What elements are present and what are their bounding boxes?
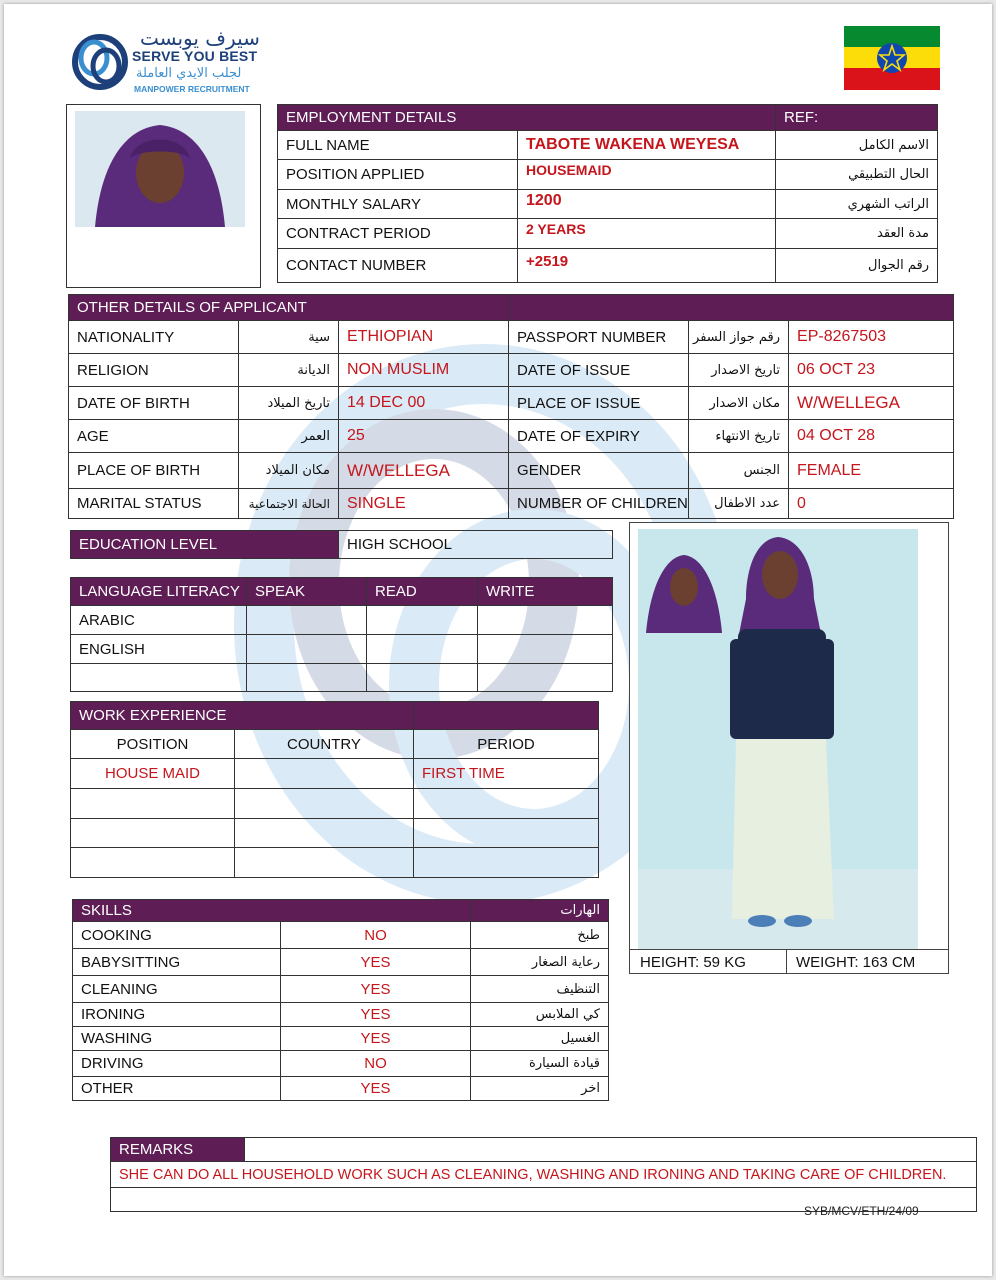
- skill-cooking-arabic: طبخ: [471, 922, 609, 949]
- arabic-date-of-expiry: تاريخ الانتهاء: [689, 420, 789, 453]
- work-experience-table: [70, 701, 599, 878]
- work-empty-cell: [235, 789, 414, 819]
- arabic-nationality: سية: [239, 321, 339, 354]
- skill-washing-value: YES: [281, 1027, 471, 1051]
- logo-english-name: SERVE YOU BEST: [132, 48, 258, 64]
- work-empty-cell: [414, 789, 599, 819]
- skill-ironing: IRONING: [73, 1003, 281, 1027]
- language-header-literacy: LANGUAGE LITERACY: [71, 578, 247, 606]
- arabic-contract-period: مدة العقد: [776, 219, 938, 249]
- logo-arabic-sub: لجلب الايدي العاملة: [136, 66, 242, 81]
- work-header-period: PERIOD: [414, 730, 599, 759]
- skills-title: SKILLS: [73, 900, 471, 922]
- label-religion: RELIGION: [69, 354, 239, 387]
- skills-title-arabic: الهارات: [471, 900, 609, 922]
- work-empty-cell: [71, 848, 235, 878]
- skill-babysitting: BABYSITTING: [73, 949, 281, 976]
- height-weight-row: [630, 949, 948, 974]
- document-code: SYB/MCV/ETH/24/09: [804, 1204, 919, 1218]
- value-age: 25: [339, 420, 509, 453]
- applicant-portrait-frame: [66, 104, 261, 288]
- arabic-marital-status: الحالة الاجتماعية: [239, 489, 339, 519]
- work-position: HOUSE MAID: [71, 759, 235, 789]
- value-place-of-issue: W/WELLEGA: [789, 387, 954, 420]
- arabic-religion: الديانة: [239, 354, 339, 387]
- skill-driving-value: NO: [281, 1051, 471, 1077]
- education-value: HIGH SCHOOL: [339, 531, 613, 559]
- remarks-title-right: [245, 1138, 977, 1162]
- value-monthly-salary: 1200: [518, 190, 776, 219]
- label-passport-number: PASSPORT NUMBER: [509, 321, 689, 354]
- value-date-of-expiry: 04 OCT 28: [789, 420, 954, 453]
- work-country: [235, 759, 414, 789]
- language-arabic: ARABIC: [71, 606, 247, 635]
- value-contract-period: 2 YEARS: [518, 219, 776, 249]
- work-period: FIRST TIME: [414, 759, 599, 789]
- work-empty-cell: [235, 819, 414, 848]
- work-empty-cell: [71, 819, 235, 848]
- value-religion: NON MUSLIM: [339, 354, 509, 387]
- language-cell: [478, 606, 613, 635]
- label-age: AGE: [69, 420, 239, 453]
- skill-ironing-arabic: كي الملابس: [471, 1003, 609, 1027]
- label-place-of-birth: PLACE OF BIRTH: [69, 453, 239, 489]
- skill-driving: DRIVING: [73, 1051, 281, 1077]
- label-date-of-issue: DATE OF ISSUE: [509, 354, 689, 387]
- language-extra: [71, 664, 247, 692]
- applicant-portrait: [75, 111, 245, 227]
- skill-driving-arabic: قيادة السيارة: [471, 1051, 609, 1077]
- label-place-of-issue: PLACE OF ISSUE: [509, 387, 689, 420]
- work-empty-cell: [235, 848, 414, 878]
- arabic-number-of-children: عدد الاطفال: [689, 489, 789, 519]
- work-title-right: [414, 702, 599, 730]
- skill-cooking: COOKING: [73, 922, 281, 949]
- skill-cooking-value: NO: [281, 922, 471, 949]
- label-position-applied: POSITION APPLIED: [278, 160, 518, 190]
- other-details-title-right: [509, 295, 954, 321]
- logo-subtitle: MANPOWER RECRUITMENT: [134, 84, 250, 94]
- arabic-contact-number: رقم الجوال: [776, 249, 938, 283]
- label-gender: GENDER: [509, 453, 689, 489]
- language-header-speak: SPEAK: [247, 578, 367, 606]
- remarks-title: REMARKS: [111, 1138, 245, 1162]
- language-cell: [478, 664, 613, 692]
- other-details-title: OTHER DETAILS OF APPLICANT: [69, 295, 509, 321]
- label-contract-period: CONTRACT PERIOD: [278, 219, 518, 249]
- label-marital-status: MARITAL STATUS: [69, 489, 239, 519]
- arabic-full-name: الاسم الكامل: [776, 131, 938, 160]
- work-header-position: POSITION: [71, 730, 235, 759]
- skill-washing-arabic: الغسيل: [471, 1027, 609, 1051]
- arabic-monthly-salary: الراتب الشهري: [776, 190, 938, 219]
- language-header-read: READ: [367, 578, 478, 606]
- value-position-applied: HOUSEMAID: [518, 160, 776, 190]
- value-passport-number: EP-8267503: [789, 321, 954, 354]
- value-gender: FEMALE: [789, 453, 954, 489]
- ethiopia-flag-icon: [844, 26, 940, 90]
- skill-babysitting-arabic: رعاية الصغار: [471, 949, 609, 976]
- work-empty-cell: [414, 848, 599, 878]
- work-empty-cell: [71, 789, 235, 819]
- work-empty-cell: [414, 819, 599, 848]
- label-monthly-salary: MONTHLY SALARY: [278, 190, 518, 219]
- label-nationality: NATIONALITY: [69, 321, 239, 354]
- label-date-of-birth: DATE OF BIRTH: [69, 387, 239, 420]
- arabic-gender: الجنس: [689, 453, 789, 489]
- weight-value: WEIGHT: 163 CM: [796, 954, 916, 971]
- skill-cleaning: CLEANING: [73, 976, 281, 1003]
- other-details-table: [68, 294, 954, 519]
- language-cell: [247, 635, 367, 664]
- label-contact-number: CONTACT NUMBER: [278, 249, 518, 283]
- language-header-write: WRITE: [478, 578, 613, 606]
- value-number-of-children: 0: [789, 489, 954, 519]
- skill-other: OTHER: [73, 1077, 281, 1101]
- ref-label: REF:: [776, 105, 938, 131]
- label-number-of-children: NUMBER OF CHILDREN: [509, 489, 689, 519]
- full-body-photo-frame: [629, 522, 949, 974]
- skill-ironing-value: YES: [281, 1003, 471, 1027]
- language-cell: [367, 635, 478, 664]
- skill-other-arabic: اخر: [471, 1077, 609, 1101]
- height-value: HEIGHT: 59 KG: [640, 954, 746, 971]
- education-table: [70, 530, 613, 559]
- value-full-name: TABOTE WAKENA WEYESA: [518, 131, 776, 160]
- logo-knot-icon: [70, 32, 130, 92]
- arabic-place-of-birth: مكان الميلاد: [239, 453, 339, 489]
- employment-details-table: [277, 104, 938, 283]
- full-body-photo: [638, 529, 918, 949]
- language-cell: [247, 606, 367, 635]
- company-logo: [70, 26, 260, 100]
- work-header-country: COUNTRY: [235, 730, 414, 759]
- skills-table: [72, 899, 609, 1101]
- employment-title: EMPLOYMENT DETAILS: [278, 105, 776, 131]
- remarks-table: [110, 1137, 977, 1212]
- skill-other-value: YES: [281, 1077, 471, 1101]
- arabic-date-of-birth: تاريخ الميلاد: [239, 387, 339, 420]
- arabic-date-of-issue: تاريخ الاصدار: [689, 354, 789, 387]
- skill-cleaning-arabic: التنظيف: [471, 976, 609, 1003]
- language-english: ENGLISH: [71, 635, 247, 664]
- label-full-name: FULL NAME: [278, 131, 518, 160]
- language-cell: [367, 606, 478, 635]
- language-table: [70, 577, 613, 692]
- arabic-passport-number: رقم جواز السفر: [689, 321, 789, 354]
- logo-arabic-name: سيرف يوبست: [140, 26, 260, 50]
- skill-washing: WASHING: [73, 1027, 281, 1051]
- work-title: WORK EXPERIENCE: [71, 702, 414, 730]
- skill-babysitting-value: YES: [281, 949, 471, 976]
- value-place-of-birth: W/WELLEGA: [339, 453, 509, 489]
- value-date-of-birth: 14 DEC 00: [339, 387, 509, 420]
- value-marital-status: SINGLE: [339, 489, 509, 519]
- remarks-text: SHE CAN DO ALL HOUSEHOLD WORK SUCH AS CLEANING, WASHING AND IRONING AND TAKING CARE OF CHILDREN.: [111, 1162, 977, 1188]
- language-cell: [247, 664, 367, 692]
- cv-page: [4, 4, 992, 1276]
- skill-cleaning-value: YES: [281, 976, 471, 1003]
- arabic-place-of-issue: مكان الاصدار: [689, 387, 789, 420]
- value-nationality: ETHIOPIAN: [339, 321, 509, 354]
- value-date-of-issue: 06 OCT 23: [789, 354, 954, 387]
- label-date-of-expiry: DATE OF EXPIRY: [509, 420, 689, 453]
- arabic-position-applied: الحال التطبيقي: [776, 160, 938, 190]
- education-label: EDUCATION LEVEL: [71, 531, 339, 559]
- language-cell: [478, 635, 613, 664]
- arabic-age: العمر: [239, 420, 339, 453]
- value-contact-number: +2519: [518, 249, 776, 283]
- language-cell: [367, 664, 478, 692]
